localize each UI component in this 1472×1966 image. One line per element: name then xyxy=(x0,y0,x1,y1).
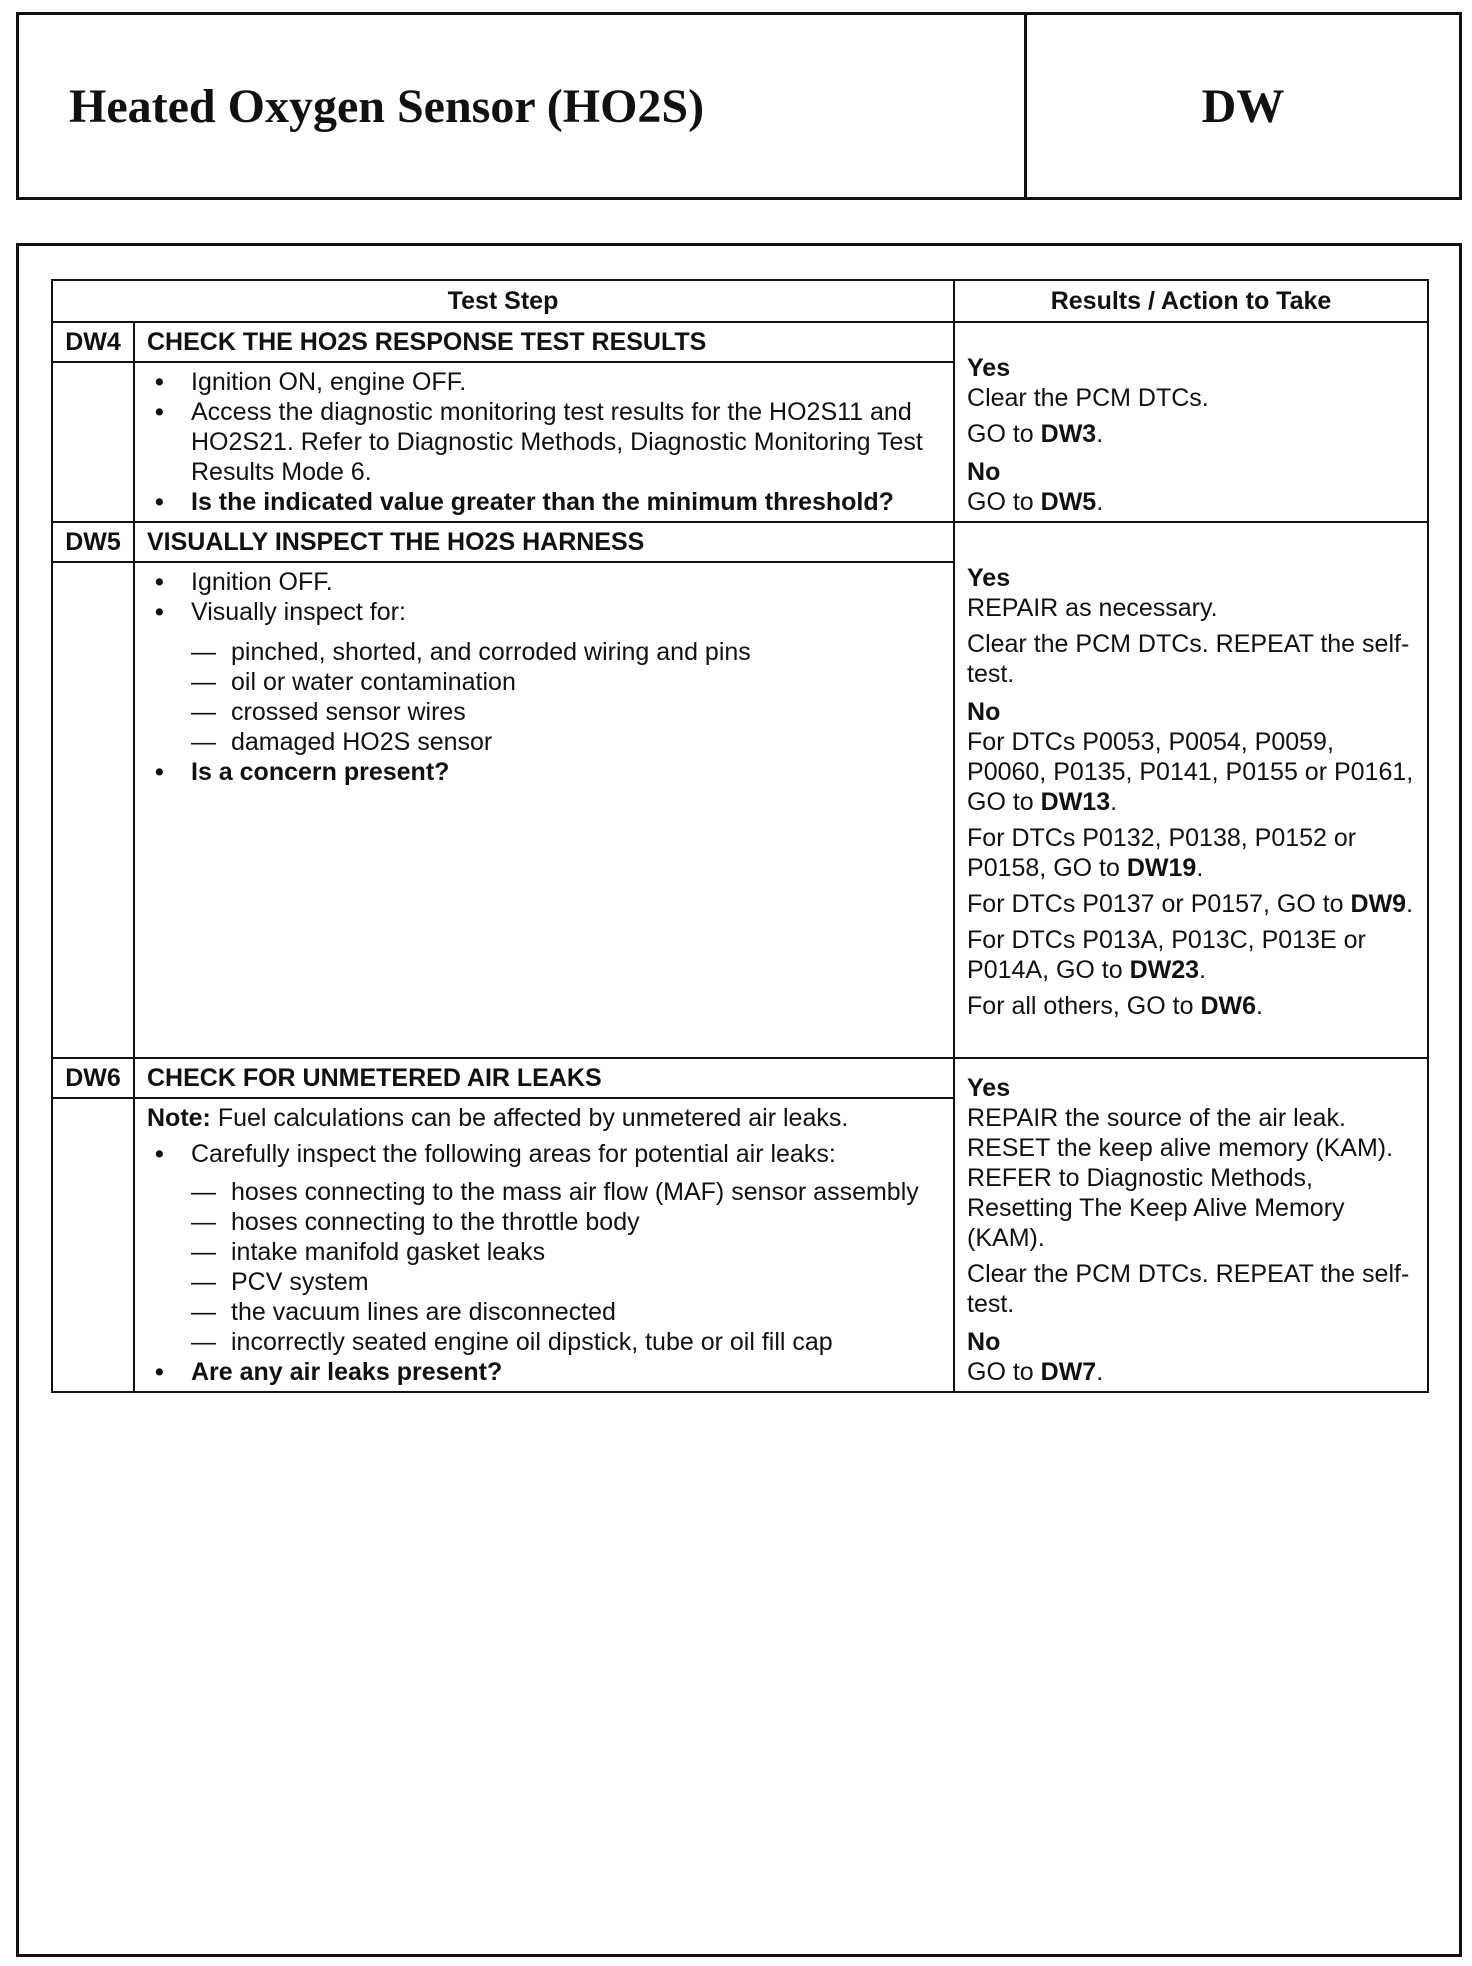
result-line: REPAIR the source of the air leak. RESET the keep alive memory (KAM). REFER to Diagnostic Methods, Resetting The Keep Alive Memory (KAM). xyxy=(967,1104,1394,1252)
step-question: • Are any air leaks present? xyxy=(147,1357,941,1387)
step-results xyxy=(954,322,1428,522)
step-title-row xyxy=(52,322,1428,362)
step-results xyxy=(954,1058,1428,1392)
dash-item: — incorrectly seated engine oil dipstick, tube or oil fill cap xyxy=(147,1327,941,1357)
goto-line: For all others, GO to DW6. xyxy=(967,992,1263,1020)
no-label: No xyxy=(967,458,1001,486)
dash-item: — damaged HO2S sensor xyxy=(147,727,941,757)
no-label: No xyxy=(967,698,1001,726)
step-title-row xyxy=(52,522,1428,562)
yes-label: Yes xyxy=(967,1074,1011,1102)
goto-target: DW5 xyxy=(1040,488,1097,516)
bullet-text: Visually inspect for: xyxy=(191,598,406,626)
result-line: Clear the PCM DTCs. REPEAT the self-test. xyxy=(967,1260,1410,1318)
goto-target: DW7 xyxy=(1040,1358,1097,1386)
goto-target: DW13 xyxy=(1040,788,1111,816)
yes-label: Yes xyxy=(967,354,1011,382)
step-id: DW6 xyxy=(52,1058,134,1098)
step-description xyxy=(134,562,954,1058)
goto-target: DW6 xyxy=(1200,992,1256,1020)
section-code: DW xyxy=(1201,79,1285,133)
table-header-row xyxy=(52,280,1428,322)
dash-item: — the vacuum lines are disconnected xyxy=(147,1297,941,1327)
no-label: No xyxy=(967,1328,1001,1356)
header-box xyxy=(16,12,1462,200)
step-note: Note: Fuel calculations can be affected by unmetered air leaks. xyxy=(147,1104,849,1132)
step-id: DW4 xyxy=(52,322,134,362)
goto-line: For DTCs P0137 or P0157, GO to DW9. xyxy=(967,890,1414,918)
dash-item: — PCV system xyxy=(147,1267,941,1297)
step-title: VISUALLY INSPECT THE HO2S HARNESS xyxy=(134,522,954,562)
goto-line: For DTCs P0053, P0054, P0059, P0060, P0135, P0141, P0155 or P0161, GO to DW13. xyxy=(967,728,1414,816)
step-question: • Is a concern present? xyxy=(147,757,941,787)
page-title: Heated Oxygen Sensor (HO2S) xyxy=(19,15,1027,197)
bullet-item: • Access the diagnostic monitoring test results for the HO2S11 and HO2S21. Refer to Diagnostic Methods, Diagnostic Monitoring Test Results Mode 6. xyxy=(147,397,941,487)
note-label: Note: xyxy=(147,1104,211,1132)
goto-target: DW23 xyxy=(1129,956,1200,984)
results-header: Results / Action to Take xyxy=(954,280,1428,322)
goto-line: GO to DW7. xyxy=(967,1358,1104,1386)
goto-line: GO to DW5. xyxy=(967,488,1104,516)
step-description xyxy=(134,362,954,522)
dash-item: — hoses connecting to the throttle body xyxy=(147,1207,941,1237)
dash-item: — hoses connecting to the mass air flow (MAF) sensor assembly xyxy=(147,1177,941,1207)
step-description xyxy=(134,1098,954,1392)
goto-target: DW3 xyxy=(1040,420,1097,448)
goto-target: DW19 xyxy=(1126,854,1197,882)
test-step-header: Test Step xyxy=(52,280,954,322)
goto-line: For DTCs P0132, P0138, P0152 or P0158, GO to DW19. xyxy=(967,824,1357,882)
step-title: CHECK THE HO2S RESPONSE TEST RESULTS xyxy=(134,322,954,362)
bullet-item: • Carefully inspect the following areas for potential air leaks: xyxy=(147,1139,941,1169)
dash-item: — intake manifold gasket leaks xyxy=(147,1237,941,1267)
result-line: REPAIR as necessary. xyxy=(967,594,1218,622)
dash-item: — oil or water contamination xyxy=(147,667,941,697)
test-step-table xyxy=(51,279,1429,1393)
bullet-item: • Ignition ON, engine OFF. xyxy=(147,367,941,397)
goto-line: For DTCs P013A, P013C, P013E or P014A, GO to DW23. xyxy=(967,926,1366,984)
step-question: • Is the indicated value greater than the minimum threshold? xyxy=(147,487,941,517)
step-title: CHECK FOR UNMETERED AIR LEAKS xyxy=(134,1058,954,1098)
dash-item: — crossed sensor wires xyxy=(147,697,941,727)
yes-label: Yes xyxy=(967,564,1011,592)
step-title-row xyxy=(52,1058,1428,1098)
dash-item: — pinched, shorted, and corroded wiring and pins xyxy=(147,637,941,667)
goto-target: DW9 xyxy=(1350,890,1407,918)
result-line: Clear the PCM DTCs. REPEAT the self-test. xyxy=(967,630,1410,688)
result-line: Clear the PCM DTCs. xyxy=(967,384,1209,412)
goto-line: GO to DW3. xyxy=(967,420,1104,448)
step-results xyxy=(954,522,1428,1058)
step-id: DW5 xyxy=(52,522,134,562)
bullet-item xyxy=(147,597,941,627)
bullet-item: • Ignition OFF. xyxy=(147,567,941,597)
content-box xyxy=(16,243,1462,1957)
